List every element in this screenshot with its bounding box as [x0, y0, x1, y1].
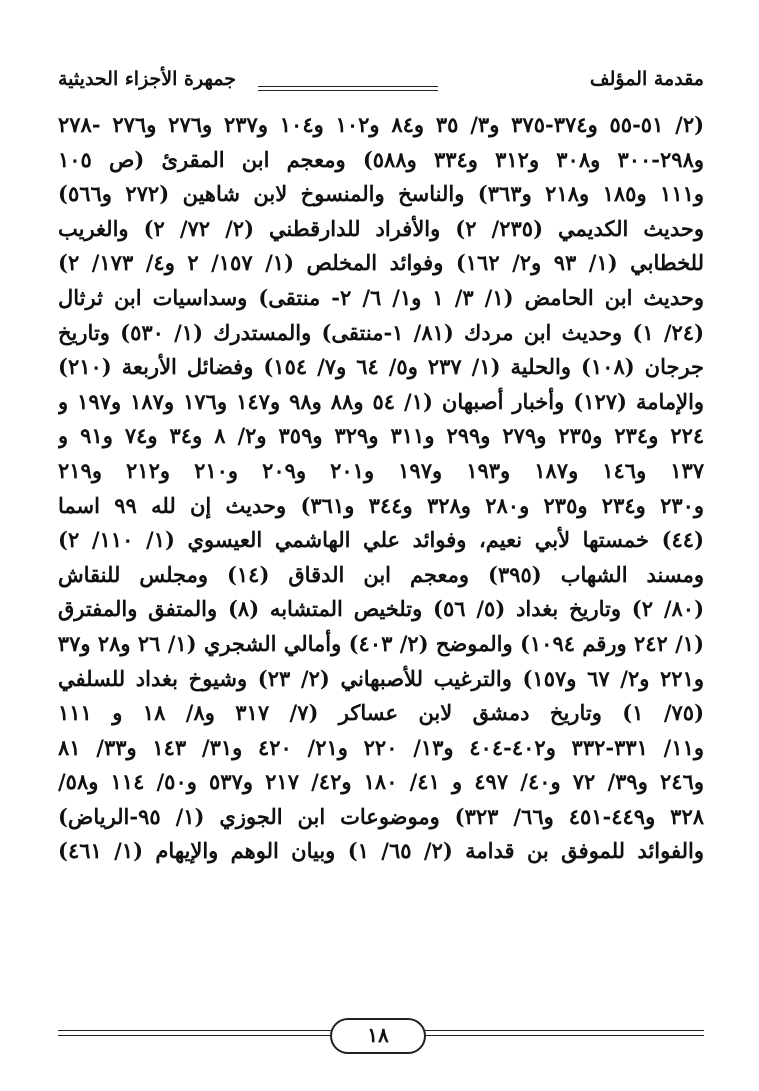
text-line: ١٣٧ و١٤٦ و١٨٧ و١٩٣ و١٩٧ و٢٠١ و٢٠٩ و٢١٠ و٢١٢ و٢١٩ [58, 457, 704, 483]
page-number: ١٨ [330, 1018, 426, 1054]
text-line: ٢٢٤ و٢٣٤ و٢٣٥ و٢٧٩ و٢٩٩ و٣١١ و٣٢٩ و٣٥٩ و٢/ ٨ و٣٤ و٧٤ و٩١ و [58, 423, 704, 449]
text-line: و١١/ ٣٣١-٣٣٢ و٤٠٢-٤٠٤ و١٣/ ٢٢٠ و٢١/ ٤٢٠ و٣١/ ١٤٣ و٣٣/ ٨١ [58, 734, 704, 760]
text-line: و٢٣٠ و٢٣٤ و٢٣٥ و٢٨٠ و٣٢٨ و٣٤٤ و٣٦١) وحديث إن لله ٩٩ اسما [58, 492, 704, 518]
text-line: والإمامة (١٢٧) وأخبار أصبهان (١/ ٥٤ و٨٨ و٩٨ و١٤٧ و١٧٦ و١٨٧ و١٩٧ و [58, 388, 704, 414]
text-line: (٤٤) خمستها لأبي نعيم، وفوائد علي الهاشمي العيسوي (١/ ١١٠/ ٢) [58, 527, 704, 553]
text-line: ومسند الشهاب (٣٩٥) ومعجم ابن الدقاق (١٤) ومجلس للنقاش [58, 561, 704, 587]
text-line: و٢٩٨-٣٠٠ و٣٠٨ و٣١٢ و٣٣٤ و٥٨٨) ومعجم ابن المقرئ (ص ١٠٥ [58, 146, 704, 172]
text-line: والفوائد للموفق بن قدامة (٢/ ٦٥/ ١) وبيان الوهم والإيهام (١/ ٤٦١) [58, 838, 704, 864]
text-line: ٣٢٨ و٤٤٩-٤٥١ و٦٦/ ٣٢٣) وموضوعات ابن الجوزي (١/ ٩٥-الرياض) [58, 803, 704, 829]
text-line: (١/ ٢٤٢ ورقم ١٠٩٤) والموضح (٢/ ٤٠٣) وأمالي الشجري (١/ ٢٦ و٢٨ و٣٧ [58, 630, 704, 656]
header-rule [258, 86, 438, 91]
text-line: (٢٤/ ١) وحديث ابن مردك (٨١/ ١-منتقى) والمستدرك (١/ ٥٣٠) وتاريخ [58, 319, 704, 345]
text-line: (٧٥/ ١) وتاريخ دمشق لابن عساكر (٧/ ٣١٧ و٨/ ١٨ و ١١١ [58, 700, 704, 726]
running-header [58, 62, 704, 102]
text-line: جرجان (١٠٨) والحلية (١/ ٢٣٧ و٥/ ٦٤ و٧/ ١٥٤) وفضائل الأربعة (٢١٠) [58, 354, 704, 380]
text-line: للخطابي (١/ ٩٣ و٢/ ١٦٢) وفوائد المخلص (١/ ١٥٧/ ٢ و٤/ ١٧٣/ ٢) [58, 250, 704, 276]
text-line: وحديث الكديمي (٢٣٥/ ٢) والأفراد للدارقطني (٢/ ٧٢/ ٢) والغريب [58, 215, 704, 241]
chapter-title: مقدمة المؤلف [589, 68, 704, 90]
body-text [58, 108, 704, 869]
text-line: (٨٠/ ٢) وتاريخ بغداد (٥/ ٥٦) وتلخيص المتشابه (٨) والمتفق والمفترق [58, 596, 704, 622]
text-line: و٢٢١ و٢/ ٦٧ و١٥٧) والترغيب للأصبهاني (٢/ ٢٣) وشيوخ بغداد للسلفي [58, 665, 704, 691]
text-line: وحديث ابن الحامض (١/ ٣/ ١ و١/ ٦/ ٢- منتقى) وسداسيات ابن ثرثال [58, 284, 704, 310]
text-line: و١١١ و١٨٥ و٢١٨ و٣٦٣) والناسخ والمنسوخ لابن شاهين (٢٧٢ و٥٦٦) [58, 181, 704, 207]
book-title: جمهرة الأجزاء الحديثية [58, 68, 236, 90]
text-line: (٢/ ٥١-٥٥ و٣٧٤-٣٧٥ و٣/ ٣٥ و٨٤ و١٠٢ و١٠٤ و٢٣٧ و٢٧٦ و٢٧٦ -٢٧٨ [58, 112, 704, 137]
text-line: و٢٤٦ و٣٩/ ٧٢ و٤٠/ ٤٩٧ و ٤١/ ١٨٠ و٤٢/ ٢١٧ و٥٣٧ و٥٠/ ١١٤ و٥٨/ [58, 769, 704, 795]
